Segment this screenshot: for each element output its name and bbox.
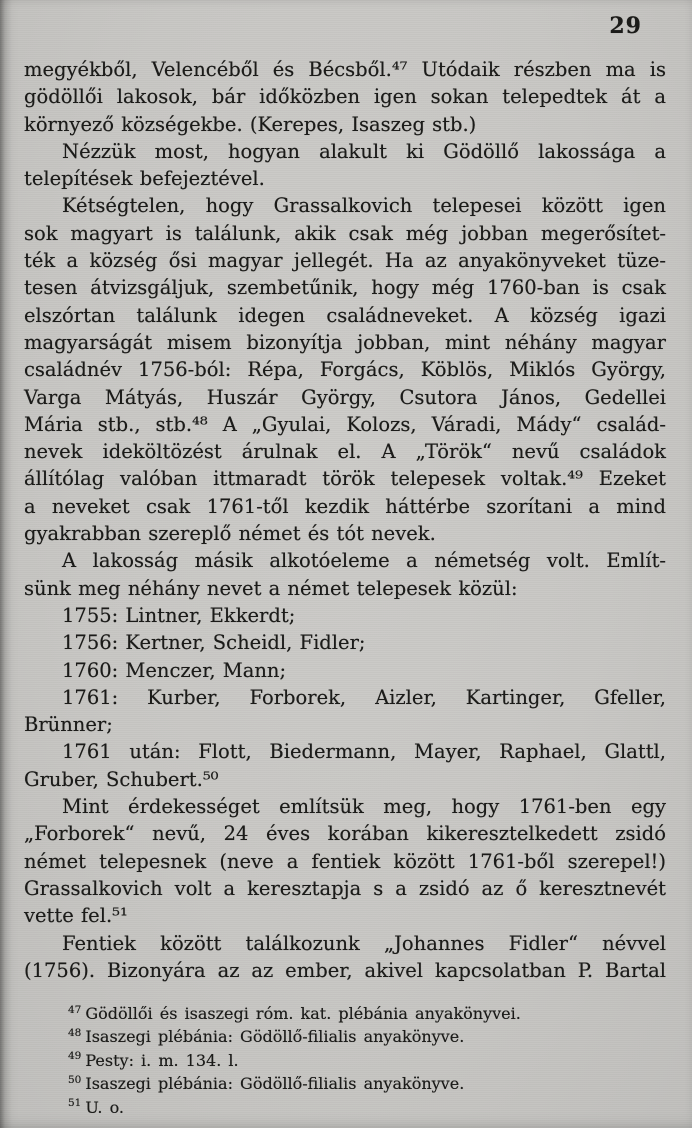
text-line: Mária stb., stb.⁴⁸ A „Gyulai, Kolozs, Váradi, Mády“ család-: [24, 412, 666, 436]
text-line: német telepesnek (neve a fentiek között 1761-ből szerepel!): [24, 849, 666, 873]
text-line: nevek ideköltözést árulnak el. A „Török“ nevű családok: [24, 440, 666, 464]
text-line: 1756: Kertner, Scheidl, Fidler;: [62, 631, 366, 655]
text-line: elszórtan találunk idegen családneveket. A község igazi: [24, 303, 666, 327]
text-line: 1755: Lintner, Ekkerdt;: [62, 603, 296, 627]
footnote: $^{51}$ U. o.: [68, 1097, 124, 1117]
text-line: családnév 1756-ból: Répa, Forgács, Köblös, Miklós György,: [24, 358, 666, 382]
text-line: magyarságát misem bizonyítja jobban, mint néhány magyar: [24, 330, 666, 354]
text-line: telepítések befejeztével.: [24, 167, 265, 191]
text-line: tesen átvizsgáljuk, szembetűnik, hogy még 1760-ban is csak: [24, 276, 666, 300]
footnote-marker: 49: [68, 1050, 82, 1063]
text-line: állítólag valóban ittmaradt török telepesek voltak.⁴⁹ Ezeket: [24, 467, 666, 491]
text-line: Mint érdekességet említsük meg, hogy 1761-ben egy: [62, 795, 666, 819]
text-line: sünk meg néhány nevet a német telepesek közül:: [24, 576, 518, 600]
text-line: gyakrabban szereplő német és tót nevek.: [24, 522, 436, 546]
text-line: Kétségtelen, hogy Grassalkovich telepesei között igen: [62, 194, 666, 218]
text-line: „Forborek“ nevű, 24 éves korában kikeresztelkedett zsidó: [24, 822, 666, 846]
text-line: ték a község ősi magyar jellegét. Ha az anyakönyveket tüze-: [24, 249, 666, 273]
footnote-marker: 47: [68, 1003, 82, 1016]
text-line: Gruber, Schubert.⁵⁰: [24, 767, 219, 791]
text-line: Grassalkovich volt a keresztapja s a zsidó az ő keresztnevét: [24, 876, 666, 900]
text-line: (1756). Bizonyára az az ember, akivel kapcsolatban P. Bartal: [24, 958, 666, 982]
text-line: Brünner;: [24, 713, 113, 737]
footnote-marker: 48: [68, 1027, 82, 1040]
footnote-marker: 51: [68, 1097, 82, 1110]
text-line: a neveket csak 1761-től kezdik háttérbe szorítani a mind: [24, 494, 666, 518]
text-line: A lakosság másik alkotóeleme a németség volt. Említ-: [62, 549, 666, 573]
footnotes-block: [24, 1002, 666, 1119]
text-line: vette fel.⁵¹: [24, 904, 128, 928]
body-text-block: [24, 56, 666, 984]
text-line: Nézzük most, hogyan alakult ki Gödöllő lakossága a: [62, 139, 666, 163]
text-line: 1760: Menczer, Mann;: [62, 658, 287, 682]
footnote: $^{50}$ Isaszegi plébánia: Gödöllő-filialis anyakönyve.: [68, 1073, 465, 1094]
footnote-marker: 50: [68, 1073, 82, 1086]
footnote: $^{49}$ Pesty: i. m. 134. l.: [68, 1050, 239, 1070]
text-line: sok magyart is találunk, akik csak még jobban megerősítet-: [24, 221, 666, 245]
text-line: környező községekbe. (Kerepes, Isaszeg stb.): [24, 112, 477, 136]
footnote: $^{48}$ Isaszegi plébánia: Gödöllő-filialis anyakönyve.: [68, 1027, 465, 1047]
text-line: megyékből, Velencéből és Bécsből.⁴⁷ Utódaik részben ma is: [24, 58, 666, 81]
text-line: gödöllői lakosok, bár időközben igen sokan telepedtek át a: [24, 85, 666, 109]
footnote: $^{47}$ Gödöllői és isaszegi róm. kat. plébánia anyakönyvei.: [68, 1003, 521, 1023]
text-line: 1761 után: Flott, Biedermann, Mayer, Raphael, Glattl,: [62, 740, 666, 764]
text-line: Fentiek között találkozunk „Johannes Fidler“ névvel: [62, 931, 666, 955]
page-number: 29: [609, 13, 642, 39]
text-line: 1761: Kurber, Forborek, Aizler, Kartinger, Gfeller,: [62, 685, 666, 709]
text-line: Varga Mátyás, Huszár György, Csutora János, Gedellei: [24, 385, 666, 409]
